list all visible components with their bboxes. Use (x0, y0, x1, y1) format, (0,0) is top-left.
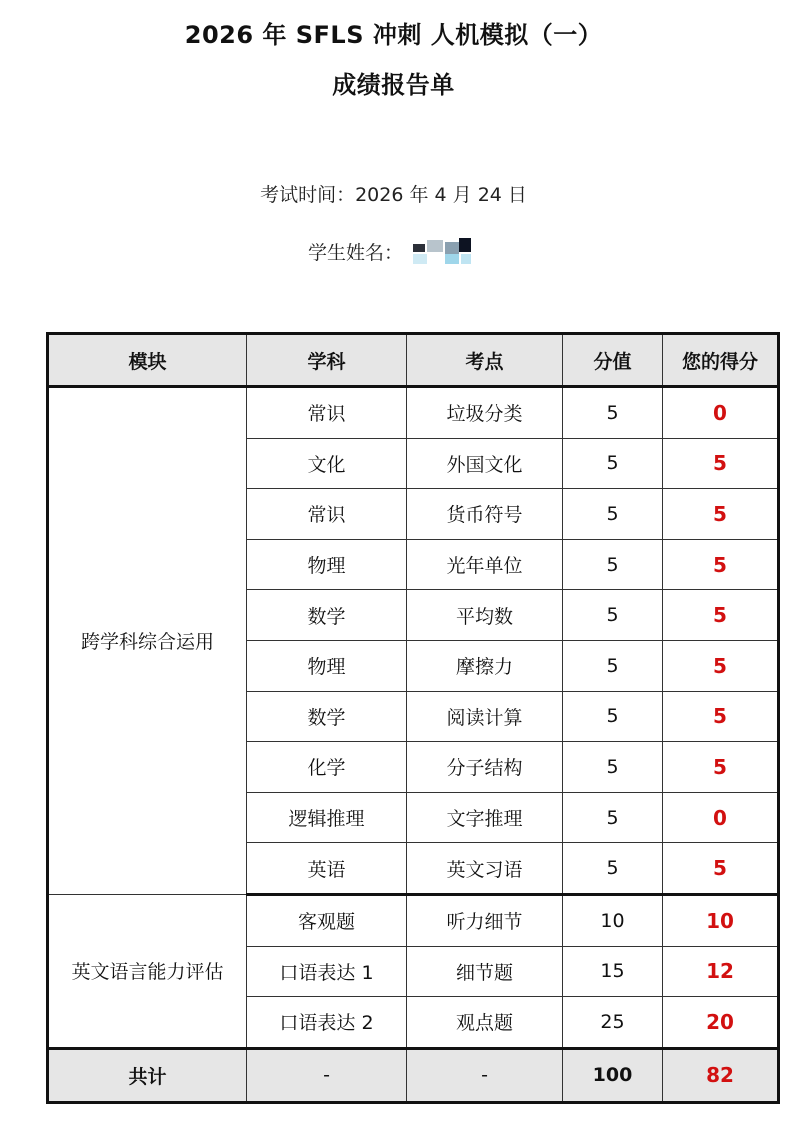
report-subtitle: 成绩报告单 (332, 71, 455, 99)
subject-cell: 常识 (247, 489, 407, 540)
table-header-row (48, 334, 779, 387)
topic-cell: 摩擦力 (407, 640, 563, 691)
subject-cell: 英语 (247, 843, 407, 895)
score-cell: 5 (663, 843, 779, 895)
col-header-module: 模块 (48, 334, 247, 387)
total-label: 共计 (48, 1048, 247, 1102)
score-cell: 5 (663, 742, 779, 793)
score-cell: 5 (663, 539, 779, 590)
topic-cell: 光年单位 (407, 539, 563, 590)
subject-cell: 数学 (247, 691, 407, 742)
col-header-score: 您的得分 (663, 334, 779, 387)
subject-cell: 逻辑推理 (247, 792, 407, 843)
subject-cell: 口语表达 1 (247, 946, 407, 997)
subject-cell: 化学 (247, 742, 407, 793)
col-header-topic: 考点 (407, 334, 563, 387)
exam-time-line (0, 180, 787, 207)
score-cell: 5 (663, 640, 779, 691)
score-cell: 5 (663, 590, 779, 641)
module-english-assessment: 英文语言能力评估 (48, 894, 247, 1048)
subject-cell: 物理 (247, 640, 407, 691)
score-cell: 5 (663, 691, 779, 742)
table-row (48, 894, 779, 946)
subject-cell: 数学 (247, 590, 407, 641)
student-name-label: 学生姓名： (307, 241, 403, 264)
points-cell: 5 (563, 539, 663, 590)
total-topic: - (407, 1048, 563, 1102)
table-row (48, 387, 779, 439)
points-cell: 5 (563, 742, 663, 793)
total-score: 82 (663, 1048, 779, 1102)
subject-cell: 常识 (247, 387, 407, 439)
score-table (46, 332, 780, 1104)
topic-cell: 文字推理 (407, 792, 563, 843)
subject-cell: 文化 (247, 438, 407, 489)
subject-cell: 口语表达 2 (247, 997, 407, 1049)
points-cell: 25 (563, 997, 663, 1049)
topic-cell: 英文习语 (407, 843, 563, 895)
points-cell: 5 (563, 792, 663, 843)
topic-cell: 外国文化 (407, 438, 563, 489)
topic-cell: 观点题 (407, 997, 563, 1049)
score-cell: 20 (663, 997, 779, 1049)
student-name-line (0, 236, 787, 266)
points-cell: 10 (563, 894, 663, 946)
points-cell: 5 (563, 843, 663, 895)
score-cell: 12 (663, 946, 779, 997)
topic-cell: 听力细节 (407, 894, 563, 946)
points-cell: 5 (563, 640, 663, 691)
subject-cell: 物理 (247, 539, 407, 590)
score-cell: 0 (663, 792, 779, 843)
points-cell: 5 (563, 590, 663, 641)
subject-cell: 客观题 (247, 894, 407, 946)
exam-time-label: 考试时间： (260, 184, 356, 206)
topic-cell: 分子结构 (407, 742, 563, 793)
total-subject: - (247, 1048, 407, 1102)
points-cell: 5 (563, 691, 663, 742)
points-cell: 5 (563, 387, 663, 439)
module-cross-disciplinary: 跨学科综合运用 (48, 387, 247, 895)
topic-cell: 货币符号 (407, 489, 563, 540)
topic-cell: 平均数 (407, 590, 563, 641)
points-cell: 5 (563, 438, 663, 489)
score-cell: 5 (663, 489, 779, 540)
score-cell: 5 (663, 438, 779, 489)
col-header-points: 分值 (563, 334, 663, 387)
topic-cell: 阅读计算 (407, 691, 563, 742)
topic-cell: 垃圾分类 (407, 387, 563, 439)
total-points: 100 (563, 1048, 663, 1102)
total-row (48, 1048, 779, 1102)
col-header-subject: 学科 (247, 334, 407, 387)
points-cell: 15 (563, 946, 663, 997)
points-cell: 5 (563, 489, 663, 540)
redacted-student-name (409, 236, 479, 266)
exam-time-value: 2026 年 4 月 24 日 (355, 184, 527, 206)
topic-cell: 细节题 (407, 946, 563, 997)
score-cell: 0 (663, 387, 779, 439)
score-cell: 10 (663, 894, 779, 946)
report-title: 2026 年 SFLS 冲刺 人机模拟（一） (184, 21, 603, 49)
